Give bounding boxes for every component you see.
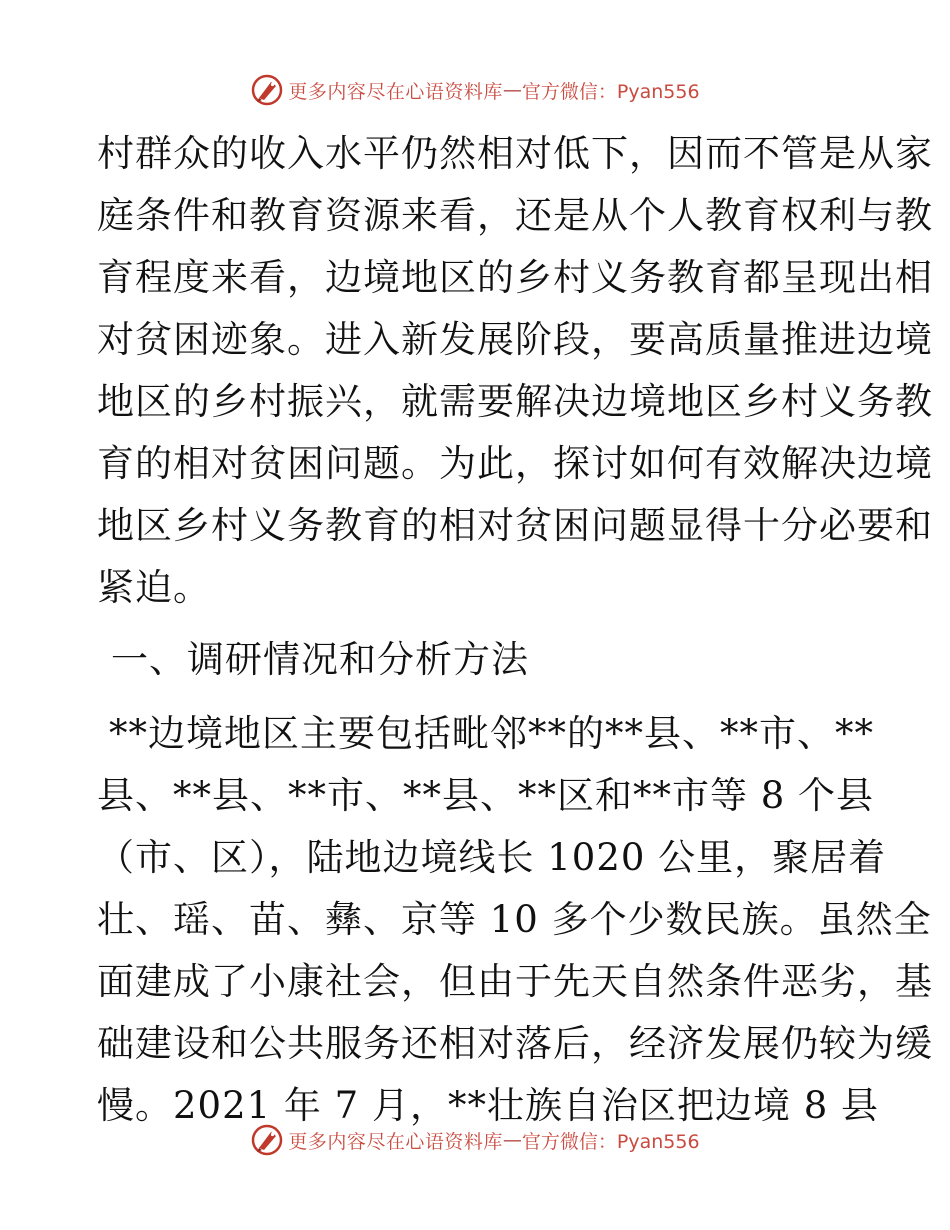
paragraph-line: **边境地区主要包括毗邻**的**县、**市、**	[109, 712, 874, 755]
header-watermark	[0, 70, 950, 110]
paragraph-line: （市、区），陆地边境线长 1020 公里，聚居着	[97, 836, 887, 879]
watermark-separator: —	[502, 79, 522, 101]
paragraph-line: 面建成了小康社会，但由于先天自然条件恶劣，基	[97, 960, 933, 1003]
watermark-wechat-text: 官方微信：Pyan556	[521, 1130, 700, 1153]
paragraph-line: 育的相对贫困问题。为此，探讨如何有效解决边境	[97, 442, 933, 485]
paragraph-line: 育程度来看，边境地区的乡村义务教育都呈现出相	[97, 256, 933, 299]
watermark-separator: —	[502, 1129, 522, 1151]
paragraph-line: 础建设和公共服务还相对落后，经济发展仍较为缓	[97, 1022, 933, 1065]
paragraph-line: 村群众的收入水平仍然相对低下，因而不管是从家	[97, 132, 933, 175]
pen-logo-icon	[250, 1123, 284, 1157]
watermark-site-text: 更多内容尽在心语资料库	[288, 1130, 503, 1153]
paragraph-line: 慢。2021 年 7 月，**壮族自治区把边境 8 县	[97, 1084, 880, 1127]
paragraph-line: 地区乡村义务教育的相对贫困问题显得十分必要和	[97, 504, 933, 547]
paragraph-line: 县、**县、**市、**县、**区和**市等 8 个县	[97, 774, 875, 817]
watermark-site-text: 更多内容尽在心语资料库	[288, 80, 503, 103]
paragraph-line: 对贫困迹象。进入新发展阶段，要高质量推进边境	[97, 318, 933, 361]
paragraph-line: 壮、瑶、苗、彝、京等 10 多个少数民族。虽然全	[97, 898, 932, 941]
section-heading: 一、调研情况和分析方法	[111, 638, 529, 681]
footer-watermark	[0, 1120, 950, 1160]
paragraph-line: 庭条件和教育资源来看，还是从个人教育权利与教	[97, 194, 933, 237]
paragraph-line: 地区的乡村振兴，就需要解决边境地区乡村义务教	[97, 380, 933, 423]
paragraph-line: 紧迫。	[97, 566, 211, 609]
pen-logo-icon	[250, 73, 284, 107]
watermark-wechat-text: 官方微信：Pyan556	[521, 80, 700, 103]
